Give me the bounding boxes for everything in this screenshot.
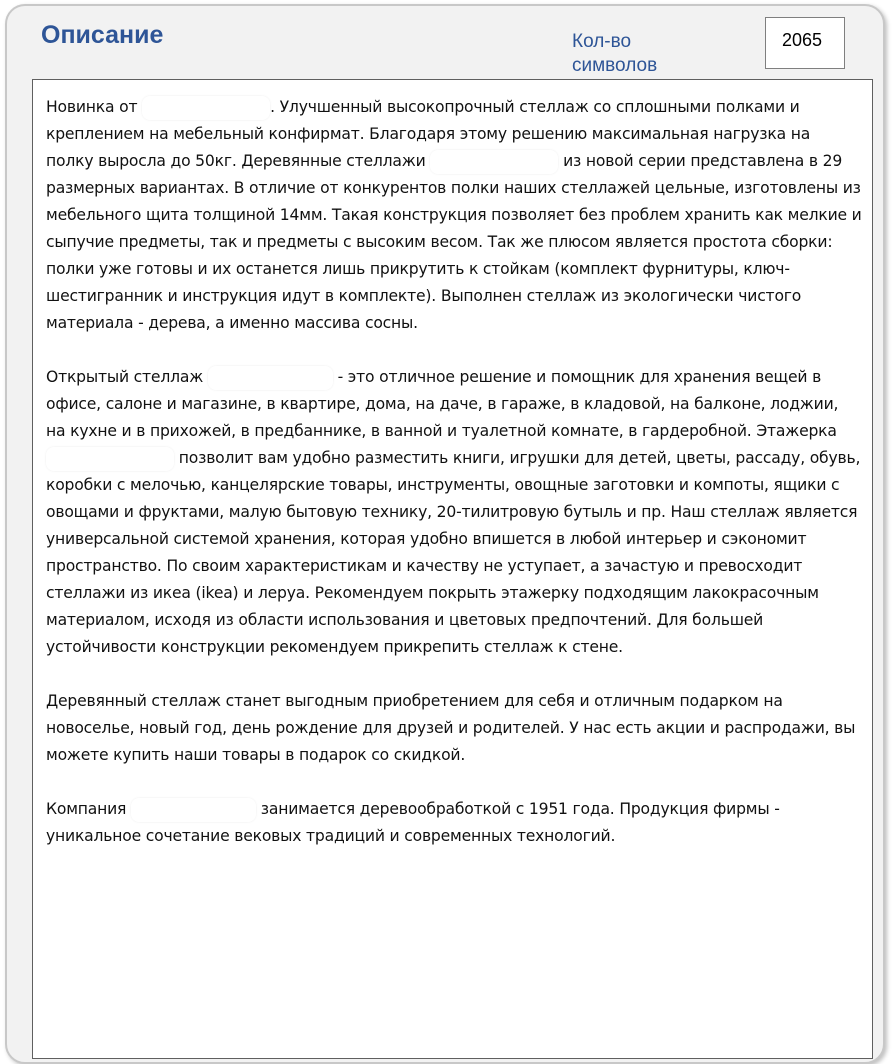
paragraph-text: . Улучшенный высокопрочный стеллаж со сплошными полками и креплением на мебельный конфирмат. Благодаря этому решению максимальная нагрузка на полку выросла до 50кг. Деревянные стеллажи [46,98,811,170]
description-textarea[interactable] [32,79,873,1059]
paragraph-text: занимается деревообработкой с 1951 года. Продукция фирмы - уникальное сочетание вековых традиций и современных технологий. [46,800,780,845]
paragraph-text: Компания [46,800,127,818]
redacted-brand [208,366,333,390]
redacted-brand [430,150,558,174]
section-title: Описание [41,21,164,49]
paragraph-text: из новой серии представлена в 29 размерных вариантах. В отличие от конкурентов полки наших стеллажей цельные, изготовлены из мебельного щита толщиной 14мм. Такая конструкция позволяет без проблем хранить как мелкие и сыпучие предметы, так и предметы с высоким весом. Так же плюсом является простота сборки: полки уже готовы и их останется лишь прикрутить к стойкам (комплект фурнитуры, ключ-шестигранник и инструкция идут в комплекте). Выполнен стеллаж из экологически чистого материала - дерева, а именно массива сосны. [46,152,862,332]
description-card [5,4,885,1064]
paragraph-text: Новинка от [46,98,138,116]
char-count-field[interactable]: 2065 [765,17,845,69]
description-paragraph-3: Деревянный стеллаж станет выгодным приобретением для себя и отличным подарком на новоселье, новый год, день рождение для друзей и родителей. У нас есть акции и распродажи, вы можете купить наши товары в подарок со скидкой. [46,692,856,764]
paragraph-text: - это отличное решение и помощник для хранения вещей в офисе, салоне и магазине, в квартире, дома, на даче, в гараже, в кладовой, на балконе, лоджии, на кухне и в прихожей, в предбаннике, в ванной и туалетной комнате, в гардеробной. Этажерка [46,368,839,440]
redacted-brand [142,96,270,120]
description-paragraph-4 [46,796,862,850]
char-count-label: Кол-во символов [572,31,658,76]
paragraph-text: позволит вам удобно разместить книги, игрушки для детей, цветы, рассаду, обувь, коробки с мелочью, канцелярские товары, инструменты, овощные заготовки и компоты, ящики с овощами и фруктами, малую бытовую технику, 20-тилитровую бутыль и пр. Наш стеллаж является универсальной системой хранения, которая удобно впишется в любой интерьер и сэкономит пространство. По своим характеристикам и качеству не уступает, а зачастую и превосходит стеллажи из икеа (ikea) и леруа. Рекомендуем покрыть этажерку подходящим лакокрасочным материалом, исходя из области использования и цветовых предпочтений. Для большей устойчивости конструкции рекомендуем прикрепить стеллаж к стене. [46,449,861,656]
description-paragraph-2 [46,364,862,661]
redacted-brand [131,798,256,822]
paragraph-text: Открытый стеллаж [46,368,204,386]
description-paragraph-1 [46,94,862,337]
redacted-brand [46,447,174,471]
